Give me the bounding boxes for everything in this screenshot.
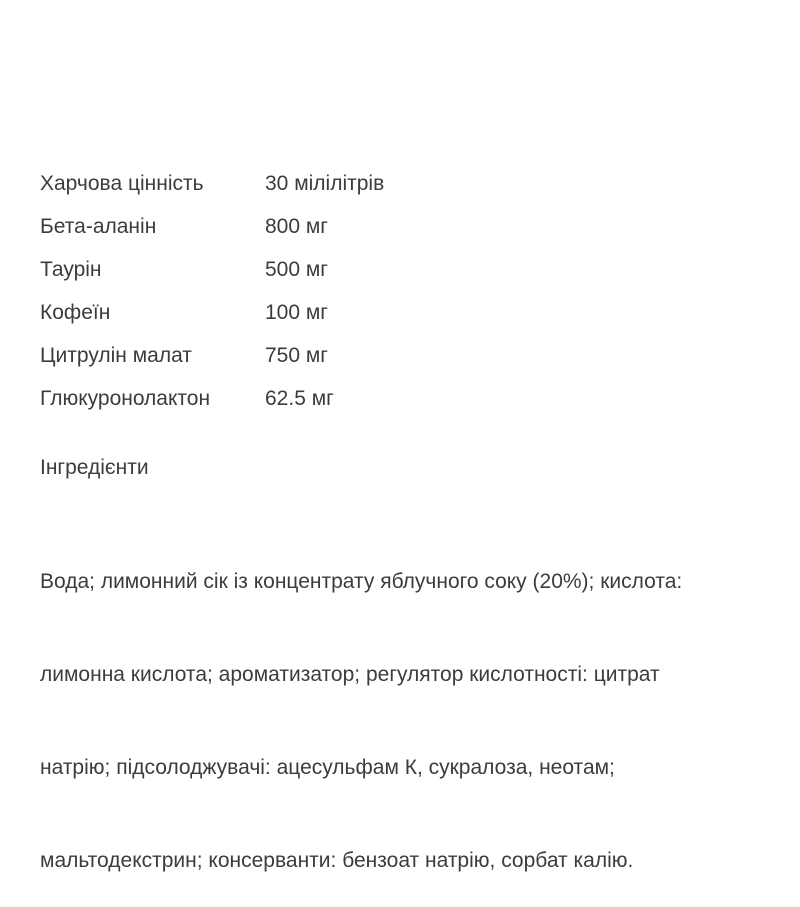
nutrient-value: 750 мг [265, 344, 328, 367]
nutrition-table [40, 172, 384, 430]
table-row [40, 301, 384, 344]
ingredients-line: Вода; лимонний сік із концентрату яблучного соку (20%); кислота: [40, 570, 683, 593]
ingredients-line: натрію; підсолоджувачі: ацесульфам К, сукралоза, неотам; [40, 756, 615, 779]
ingredients-paragraph [40, 504, 682, 907]
table-row [40, 172, 384, 215]
nutrient-label: Глюкуронолактон [40, 387, 211, 410]
nutrient-value: 30 мілілітрів [265, 172, 385, 195]
nutrient-value: 500 мг [265, 258, 328, 281]
table-row [40, 258, 384, 301]
nutrient-label: Кофеїн [40, 301, 111, 324]
nutrient-label: Таурін [40, 258, 102, 281]
ingredients-heading: Інгредієнти [40, 456, 149, 479]
nutrient-value: 62.5 мг [265, 387, 334, 410]
ingredients-line: лимонна кислота; ароматизатор; регулятор кислотності: цитрат [40, 663, 660, 686]
nutrient-label: Цитрулін малат [40, 344, 192, 367]
nutrient-label: Бета-аланін [40, 215, 157, 238]
nutrient-value: 800 мг [265, 215, 328, 238]
table-row [40, 215, 384, 258]
table-row [40, 344, 384, 387]
nutrient-label: Харчова цінність [40, 172, 204, 195]
table-row [40, 387, 384, 430]
ingredients-line: мальтодекстрин; консерванти: бензоат натрію, сорбат калію. [40, 849, 634, 872]
nutrient-value: 100 мг [265, 301, 328, 324]
